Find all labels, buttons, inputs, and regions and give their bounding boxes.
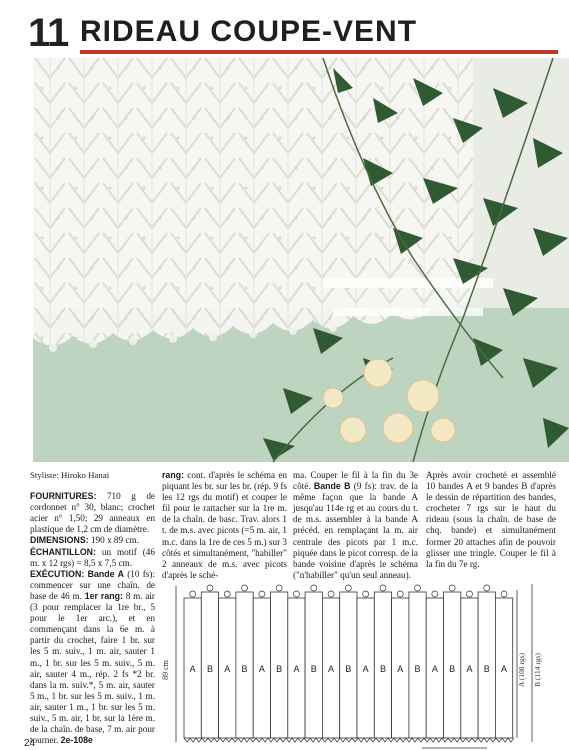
execution-paragraph: EXÉCUTION: Bande A (10 fs): commencer sur une chaîn. de base de 46 m. 1er rang: 8 m. air (3 pour remplacer la 1re br., 5 pour le 1er arc.), et en commençant dans la 6e m. à partir du crochet, faire 1 br. sur les 5 m. suiv., 1 m. air, sauter 1 m., 1 br. sur les 5 m. suiv., 5 m. air, sauter 4 m., rép. 2 fs *2 br. dans la m. suiv.*, 5 m. air, sauter 5 m., 1 br. sur les 5 m. suiv., 1 m. air, sauter 1 m., 1 br. sur les 5 m. suiv., 5 m. air, 1 br. sur la 1ère m. de la chaîn. de base, 7 m. air pour tourner. 2e-108e xyxy=(30,568,155,746)
strip-label-13: A xyxy=(397,664,404,674)
page-number: 24 xyxy=(24,738,36,749)
text-column-3 xyxy=(293,470,418,581)
curtain-photo-illustration xyxy=(33,58,569,462)
title-underline xyxy=(80,50,558,54)
ring-2 xyxy=(207,585,213,591)
ring-12 xyxy=(380,585,386,591)
ring-3 xyxy=(224,591,230,597)
strip-label-4: B xyxy=(241,664,248,674)
strip-label-12: B xyxy=(379,664,386,674)
strip-layout-diagram xyxy=(162,580,557,750)
text-column-1 xyxy=(30,470,155,746)
page-title: RIDEAU COUPE-VENT xyxy=(80,15,418,48)
strip-label-8: B xyxy=(310,664,317,674)
strip-label-16: B xyxy=(449,664,456,674)
ring-17 xyxy=(466,591,472,597)
strip-label-9: A xyxy=(328,664,335,674)
ring-19 xyxy=(501,591,507,597)
ring-7 xyxy=(293,591,299,597)
dimensions-paragraph: DIMENSIONS: 190 x 89 cm. xyxy=(30,535,139,546)
ring-8 xyxy=(311,585,317,591)
strip-label-5: A xyxy=(258,664,265,674)
band-b-paragraph: ma. Couper le fil à la fin du 3e côté. Bande B (9 fs): trav. de la même façon que la bande A jusqu'au 114e rg et au cours du t. de m.s. assembler à la bande A précéd. en remplaçant la m. air centrale des picots par 1 m.c. piquée dans le picot corresp. de la bande voisine d'après le schéma ("n'habiller" qu'un seul anneau). xyxy=(293,470,418,580)
curtain-photo xyxy=(33,58,569,462)
strip-label-1: A xyxy=(189,664,196,674)
pattern-number: 11 xyxy=(28,11,69,55)
text-column-4 xyxy=(426,470,556,570)
strip-label-17: A xyxy=(466,664,473,674)
ring-6 xyxy=(276,585,282,591)
strip-label-7: A xyxy=(293,664,300,674)
page-header xyxy=(28,10,558,56)
text-column-2 xyxy=(162,470,287,581)
ring-15 xyxy=(432,591,438,597)
zigzag-edge xyxy=(184,738,514,742)
ring-11 xyxy=(363,591,369,597)
height-label: 89 cm xyxy=(161,660,170,680)
label-a-rows: A (108 rgs) xyxy=(517,652,526,688)
ring-1 xyxy=(190,591,196,597)
assembly-paragraph: Après avoir crocheté et assemblé 10 bandes A et 9 bandes B d'après le dessin de répartition des bandes, crocheter 7 rgs sur le haut du rideau (sous la chaîn. de base de chq. bande) et simultanément former 20 attaches afin de pouvoir glisser une tringle. Couper le fil à la fin du 7e rg. xyxy=(426,470,556,569)
label-b-rows: B (114 rgs) xyxy=(533,653,542,687)
strip-label-3: A xyxy=(224,664,231,674)
gauge-paragraph: ÉCHANTILLON: un motif (46 m. x 12 rgs) = 8,5 x 7,5 cm. xyxy=(30,546,155,568)
strip-label-11: A xyxy=(362,664,369,674)
stylist-credit: Styliste: Hiroko Hanai xyxy=(30,470,110,480)
strip-label-10: B xyxy=(345,664,352,674)
ring-5 xyxy=(259,591,265,597)
ring-4 xyxy=(242,585,248,591)
ring-16 xyxy=(449,585,455,591)
strip-label-6: B xyxy=(276,664,283,674)
rows-paragraph: rang: cont. d'après le schéma en piquant les br. sur les br. (rép. 9 fs les 12 rgs du motif) et couper le fil pour le rattacher sur la 1re m. de la chaîn. de basc. Trav. alors 1 t. de m.s. avec picots (=5 m. air, 1 m.c. dans la 1re de ces 5 m.) sur 3 côtés et simultanément, "habiller" 2 anneaux de m.s. avec picots d'après le sché- xyxy=(162,470,288,580)
diagram-strips xyxy=(184,585,514,742)
strip-label-14: B xyxy=(414,664,421,674)
strip-label-15: A xyxy=(431,664,438,674)
strip-label-19: A xyxy=(501,664,508,674)
strip-label-18: B xyxy=(483,664,490,674)
ring-9 xyxy=(328,591,334,597)
ring-18 xyxy=(484,585,490,591)
ring-13 xyxy=(397,591,403,597)
ring-10 xyxy=(345,585,351,591)
supplies-paragraph: FOURNITURES: 710 g de cordonnet n° 30, blanc; crochet acier n° 1,50; 29 anneaux en plastique de 1,2 cm de diamètre. xyxy=(30,491,155,535)
strip-label-2: B xyxy=(206,664,213,674)
ring-14 xyxy=(415,585,421,591)
